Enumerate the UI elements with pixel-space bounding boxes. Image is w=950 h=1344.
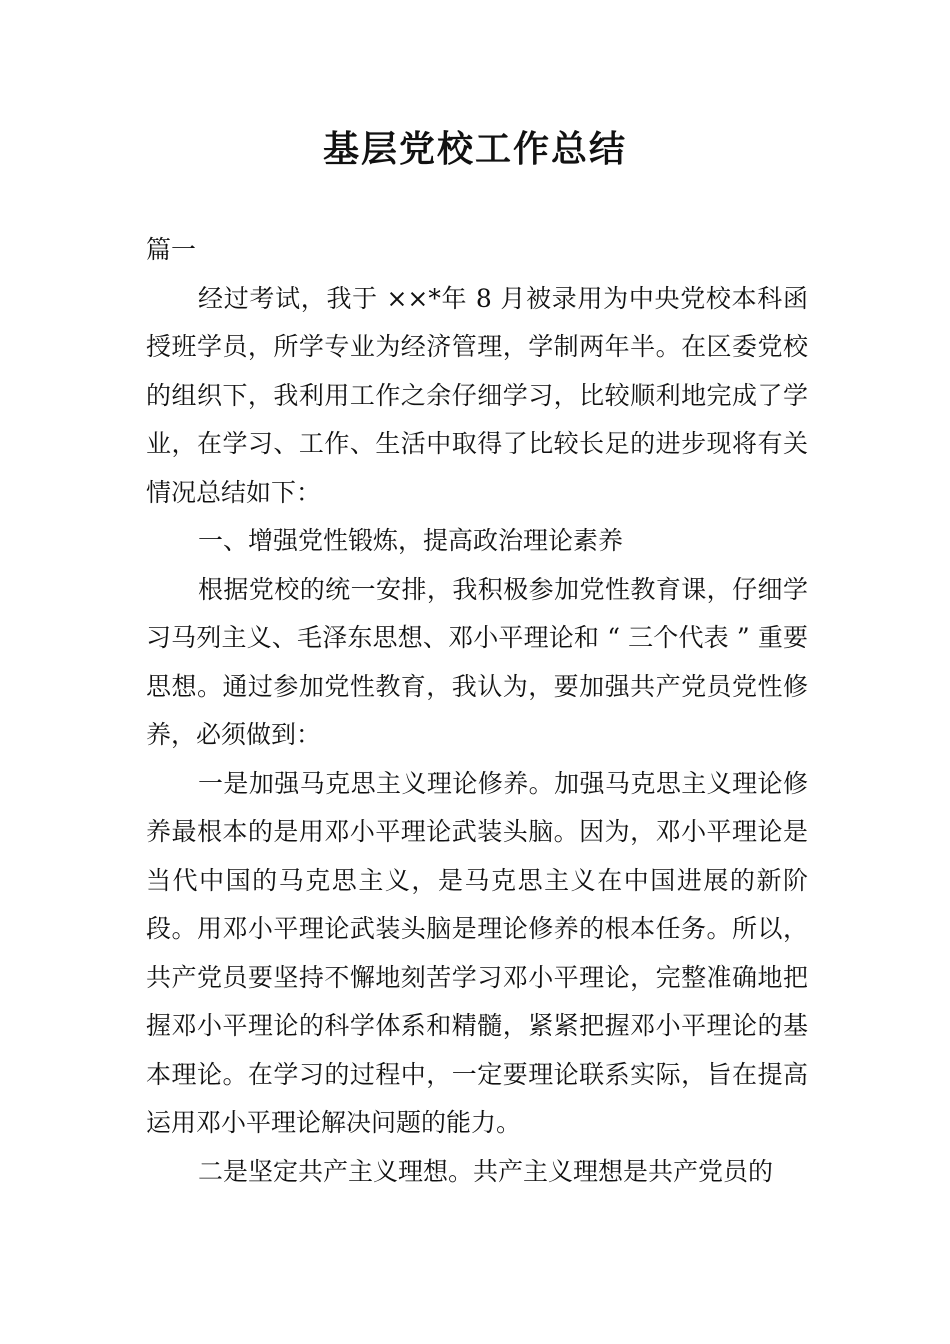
section-heading: 一、增强党性锻炼，提高政治理论素养 xyxy=(198,526,624,555)
document-body xyxy=(146,226,808,1196)
document-title: 基层党校工作总结 xyxy=(322,129,627,170)
paragraph-point-one: 一是加强马克思主义理论修养。加强马克思主义理论修养最根本的是用邓小平理论武装头脑。因为，邓小平理论是当代中国的马克思主义，是马克思主义在中国进展的新阶段。用邓小平理论武装头脑是理论修养的根本任务。所以，共产党员要坚持不懈地刻苦学习邓小平理论，完整准确地把握邓小平理论的科学体系和精髓，紧紧把握邓小平理论的基本理论。在学习的过程中，一定要理论联系实际，旨在提高运用邓小平理论解决问题的能力。 xyxy=(146,768,808,1137)
section-label: 篇一 xyxy=(146,235,197,264)
paragraph-party-education: 根据党校的统一安排，我积极参加党性教育课，仔细学习马列主义、毛泽东思想、邓小平理论和 “ 三个代表 ” 重要思想。通过参加党性教育，我认为，要加强共产党员党性修养，必须做到： xyxy=(146,574,808,749)
paragraph-intro: 经过考试，我于 ××*年 8 月被录用为中央党校本科函授班学员，所学专业为经济管理，学制两年半。在区委党校的组织下，我利用工作之余仔细学习，比较顺利地完成了学业，在学习、工作、生活中取得了比较长足的进步现将有关情况总结如下： xyxy=(146,283,808,507)
paragraph-point-two: 二是坚定共产主义理想。共产主义理想是共产党员的 xyxy=(198,1156,774,1186)
